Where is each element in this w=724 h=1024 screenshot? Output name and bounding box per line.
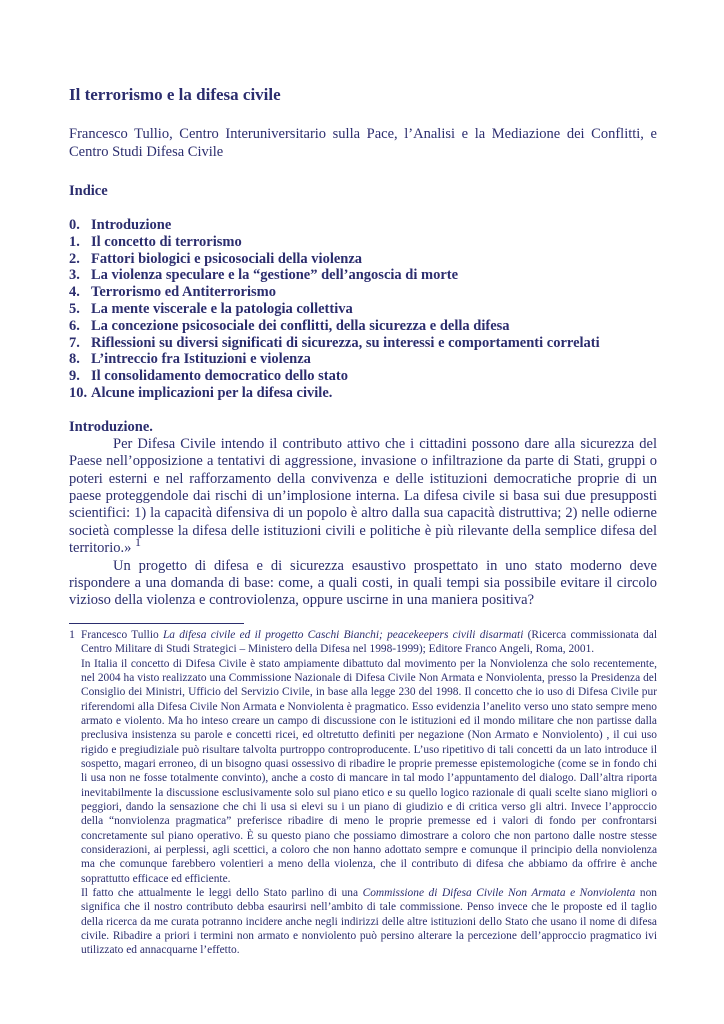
toc-number: 10. — [69, 384, 88, 401]
intro-paragraph-text: Per Difesa Civile intendo il contributo attivo che i cittadini possono dare alla sicurezza del Paese nell’opposizione a tentativi di aggressione, invasione o infiltrazione da parte di Stati, gruppi o poteri esterni e nel rafforzamento della convivenza e delle istituzioni democratiche proprie di un paese proteggendole dai rischi di un’implosione interna. La difesa civile si basa sui due presupposti scientifici: 1) la capacità difensiva di un popolo è altro dalla sua capacità distruttiva; 2) nelle odierne società complesse la difesa delle istituzioni civili e politiche è più rilevante della semplice difesa del territorio.» — [69, 435, 657, 557]
toc-label: Introduzione — [91, 217, 172, 233]
toc-label: Riflessioni su diversi significati di sicurezza, su interessi e comportamenti correlati — [91, 334, 600, 351]
footnote-citation — [81, 628, 657, 657]
table-of-contents — [69, 217, 657, 402]
intro-paragraph — [69, 436, 657, 558]
footnote-body-2-start: Il fatto che attualmente le leggi dello Stato parlino di una — [81, 887, 363, 900]
intro-paragraph: Un progetto di difesa e di sicurezza esaustivo prospettato in uno stato moderno deve rispondere a una domanda di base: come, a quali costi, in quali tempi sia possibile evitare il circolo vizioso della violenza e controviolenza, oppure uscirne in una maniera positiva? — [69, 557, 657, 609]
toc-item — [69, 301, 657, 318]
toc-label: Terrorismo ed Antiterrorismo — [91, 284, 276, 301]
toc-number: 1. — [69, 233, 80, 250]
toc-number: 5. — [69, 300, 80, 317]
toc-number: 7. — [69, 334, 80, 351]
author-affiliation: Francesco Tullio, Centro Interuniversitario sulla Pace, l’Analisi e la Mediazione dei Conflitti, e Centro Studi Difesa Civile — [69, 126, 657, 160]
footnote-citation-details: (Ricerca commissionata dal Centro Militare di Studi Strategici – Ministero della Difesa nel 1998-1999); Editore Franco Angeli, Roma, 2001. — [81, 628, 657, 656]
footnote-body-2-rest: non significa che il nostro contributo debba esaurirsi nell’ambito di tale commissione. Penso invece che le proposte ed il taglio della ricerca da me curata potranno incidere anche negli indirizzi delle altre istituzioni dello Stato che usano il nome di difesa civile. Ribadire a priori i termini non armato e nonviolento può persino alterare la percezione dell’approccio pragmatico ivi utilizzato ed annacquarne l’effetto. — [81, 887, 657, 957]
index-heading: Indice — [69, 183, 108, 199]
toc-item — [69, 284, 657, 301]
toc-item — [69, 318, 657, 335]
toc-number: 3. — [69, 267, 80, 284]
document-page — [69, 84, 657, 958]
toc-number: 6. — [69, 317, 80, 334]
toc-number: 0. — [69, 217, 80, 233]
toc-label: La violenza speculare e la “gestione” dell’angoscia di morte — [91, 267, 459, 284]
footnote-body-2 — [81, 886, 657, 958]
toc-item — [69, 251, 657, 268]
footnote-body-2-italic: Commissione di Difesa Civile Non Armata e Nonviolenta — [362, 887, 636, 900]
toc-item — [69, 234, 657, 251]
toc-label: La concezione psicosociale dei conflitti, della sicurezza e della difesa — [91, 317, 510, 334]
toc-label: L’intreccio fra Istituzioni e violenza — [91, 351, 311, 368]
toc-item — [69, 368, 657, 385]
toc-label: Il consolidamento democratico dello stato — [91, 368, 348, 385]
toc-label: La mente viscerale e la patologia collettiva — [91, 300, 353, 317]
toc-label: Il concetto di terrorismo — [91, 233, 242, 250]
toc-label: Fattori biologici e psicosociali della violenza — [91, 250, 363, 267]
footnote — [69, 628, 657, 958]
toc-number: 2. — [69, 250, 80, 267]
toc-label: Alcune implicazioni per la difesa civile. — [91, 384, 333, 401]
footnote-body: In Italia il concetto di Difesa Civile è stato ampiamente dibattuto dal movimento per la Nonviolenza che solo recentemente, nel 2004 ha visto realizzato una Commissione Nazionale di Difesa Civile Non Armata e Nonviolenta, presso la Presidenza del Consiglio dei Ministri, Ufficio del Servizio Civile, in base alla legge 230 del 1998. Il concetto che io uso di Difesa Civile pur riferendomi alla Difesa Civile Non Armata e Nonviolenta è pragmatico. Esso evidenzia l’anelito verso uno stato sempre meno armato e violento. Ma ho inteso creare un campo di discussione con le istituzioni ed il mondo militare che non partisse dalla preclusiva insistenza su parole e concetti ricei, ed oltretutto definiti per negazione (Non Armato e Nonviolento) , il cui uso rigido e pregiudiziale può risultare talvolta purtroppo controproducente. L’uso ripetitivo di tali concetti da un lato introduce il sospetto, magari erroneo, di un bisogno quasi ossessivo di ribadire le proprie premesse epistemologiche (come se in fondo chi li usa non ne fosse totalmente convinto), anche a costo di mancare in tal modo l’appuntamento del dialogo. Dall’altra riporta inevitabilmente la discussione esclusivamente solo sul piano etico e su quello logico razionale di quali scelte siano migliori o peggiori, dando la sensazione che chi li usa si elevi su i un piano di giudizio e di critica verso gli altri. Invece l’approccio della “nonviolenza pragmatica” preferisce ribadire di meno le proprie premesse ed i valori di fondo per confrontarsi concretamente sul piano operativo. È su questo piano che possiamo dimostrare a coloro che non partono dalle nostre stesse considerazioni, ai perplessi, agli scettici, a coloro che non hanno adottato sempre e comunque il principio della nonviolenza ma che comunque farebbero volentieri a meno della violenza, che il contributo di difesa che abbiamo da offrire è anche soprattutto efficace ed efficiente. — [81, 657, 657, 885]
toc-item — [69, 217, 657, 234]
toc-item — [69, 267, 657, 284]
footnote-mark: 1 — [69, 626, 75, 641]
footnote-citation-author: Francesco Tullio — [81, 628, 163, 641]
toc-item — [69, 385, 657, 402]
toc-number: 9. — [69, 368, 80, 385]
document-title: Il terrorismo e la difesa civile — [69, 85, 281, 104]
footnote-reference[interactable]: 1 — [135, 535, 142, 550]
toc-number: 4. — [69, 284, 80, 301]
introduction-heading: Introduzione. — [69, 418, 153, 435]
toc-item — [69, 351, 657, 368]
toc-item — [69, 335, 657, 352]
footnote-divider — [69, 623, 244, 624]
footnote-citation-title: La difesa civile ed il progetto Caschi Bianchi; peacekeepers civili disarmati — [162, 628, 524, 641]
toc-number: 8. — [69, 351, 80, 368]
